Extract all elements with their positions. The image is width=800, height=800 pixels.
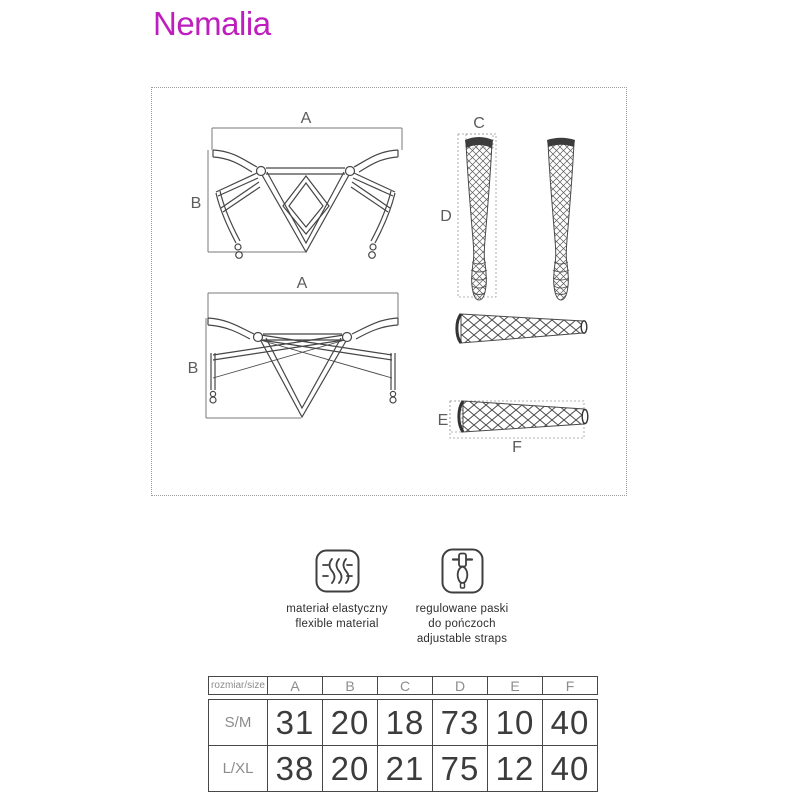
size-table-header-cell: C [377, 677, 432, 694]
size-table [208, 676, 598, 792]
measurement-cell: 21 [377, 746, 432, 791]
size-cell: S/M [224, 714, 252, 731]
back-width-label: A [296, 275, 308, 292]
product-title: Nemalia [153, 5, 271, 42]
size-table-header-cell: rozmiar/size [211, 680, 265, 691]
size-table-header-cell: B [322, 677, 377, 694]
measurement-cell: 75 [432, 746, 487, 791]
size-table-body [208, 699, 598, 792]
feature-caption-line: regulowane paski [415, 603, 509, 615]
table-row [209, 745, 597, 791]
size-table-header-cell: D [432, 677, 487, 694]
measurement-cell: 73 [432, 700, 487, 745]
feature-caption-straps [397, 602, 527, 647]
size-table-header [208, 676, 598, 695]
measurement-cell: 40 [542, 746, 597, 791]
size-cell: L/XL [222, 760, 254, 777]
feature-caption-line: do pończoch [428, 618, 496, 630]
front-width-label: A [300, 110, 312, 127]
table-row [209, 700, 597, 745]
elastic-material-icon [315, 549, 360, 593]
front-height-label: B [190, 195, 202, 212]
measurement-cell: 38 [267, 746, 322, 791]
measurement-cell: 10 [487, 700, 542, 745]
measurement-cell: 31 [267, 700, 322, 745]
measurement-cell: 40 [542, 700, 597, 745]
measurement-cell: 18 [377, 700, 432, 745]
welt-height-label: E [437, 412, 449, 429]
adjustable-strap-icon [441, 548, 484, 594]
stocking-top-width-label: C [473, 115, 485, 132]
size-table-header-cell: F [542, 677, 597, 694]
welt-length-label: F [512, 439, 522, 456]
measurement-cell: 12 [487, 746, 542, 791]
diagram-frame [151, 87, 627, 496]
measurement-cell: 20 [322, 746, 377, 791]
feature-caption-line: materiał elastyczny [286, 603, 388, 615]
stocking-length-label: D [440, 208, 452, 225]
size-table-header-cell: E [487, 677, 542, 694]
feature-caption-elastic [272, 602, 402, 632]
size-table-header-cell: A [267, 677, 322, 694]
measurement-cell: 20 [322, 700, 377, 745]
feature-caption-line: flexible material [295, 618, 379, 630]
back-height-label: B [187, 360, 199, 377]
feature-caption-line: adjustable straps [416, 633, 508, 645]
